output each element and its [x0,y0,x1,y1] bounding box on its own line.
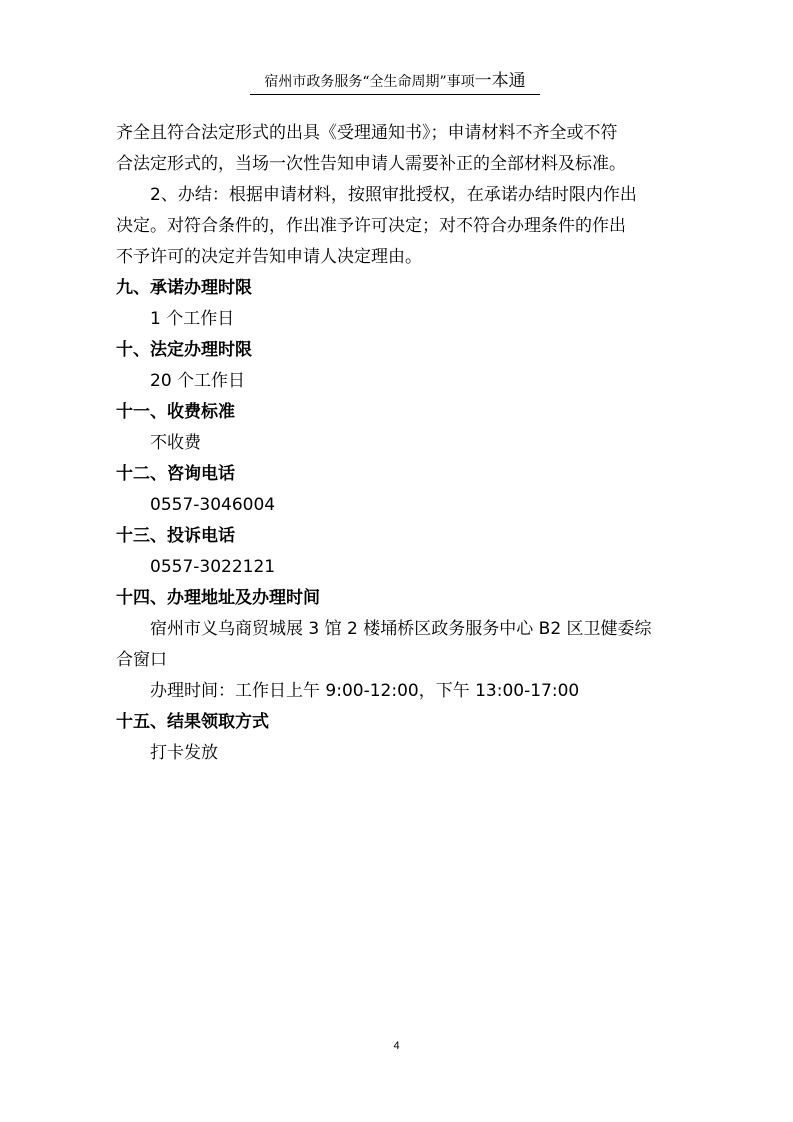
page-number: 4 [393,1040,400,1052]
paragraph-line: 2、办结：根据申请材料，按照审批授权，在承诺办结时限内作出 [150,185,637,205]
section-value: 20 个工作日 [150,371,246,391]
section-value: 不收费 [150,433,201,453]
address-line: 合窗口 [116,650,167,670]
consult-phone: 0557-3046004 [150,495,276,515]
complaint-phone: 0557-3022121 [150,557,276,577]
section-heading: 十、法定办理时限 [116,340,252,360]
header-title: 宿州市政务服务“全生命周期”事项 [264,74,475,90]
paragraph-line: 合法定形式的，当场一次性告知申请人需要补正的全部材料及标准。 [116,154,626,174]
section-heading: 十一、收费标准 [116,402,235,422]
address-line: 宿州市义乌商贸城展 3 馆 2 楼埇桥区政务服务中心 B2 区卫健委综 [150,619,652,639]
section-heading: 九、承诺办理时限 [116,278,252,298]
section-heading: 十四、办理地址及办理时间 [116,588,320,608]
section-heading: 十二、咨询电话 [116,464,235,484]
document-body [116,118,696,769]
section-heading: 十五、结果领取方式 [116,712,269,732]
section-value: 打卡发放 [150,743,218,763]
running-header [250,66,540,95]
paragraph-line: 不予许可的决定并告知申请人决定理由。 [116,247,422,267]
paragraph-line: 决定。对符合条件的，作出准予许可决定；对不符合办理条件的作出 [116,216,626,236]
section-heading: 十三、投诉电话 [116,526,235,546]
header-title-suffix: 一本通 [474,71,526,91]
office-hours: 办理时间：工作日上午 9:00-12:00，下午 13:00-17:00 [150,681,580,701]
paragraph-line: 齐全且符合法定形式的出具《受理通知书》；申请材料不齐全或不符 [116,123,618,143]
section-value: 1 个工作日 [150,309,235,329]
